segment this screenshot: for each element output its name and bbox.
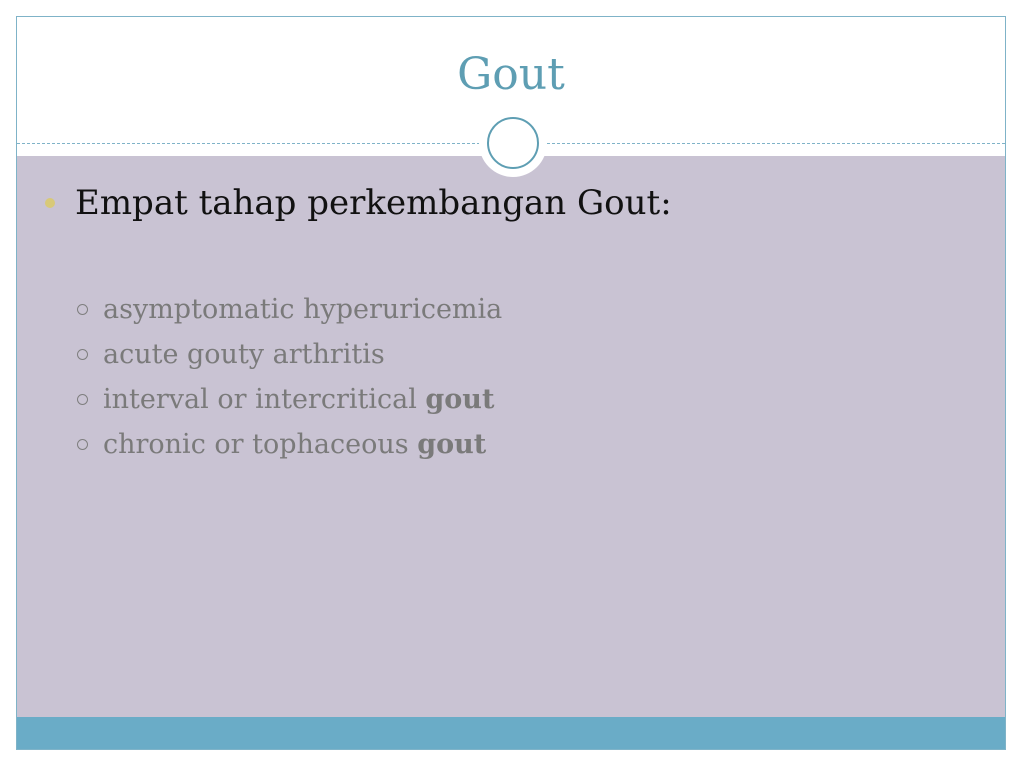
hollow-bullet-icon <box>77 304 88 315</box>
sub-bullet-item <box>77 422 502 467</box>
sub-bullet-item <box>77 332 502 377</box>
sub-bullet-item <box>77 287 502 332</box>
main-bullet <box>45 183 672 223</box>
bottom-bar <box>17 717 1005 750</box>
sub-bullet-text: chronic or tophaceous <box>103 429 418 460</box>
sub-bullet-list <box>77 287 502 467</box>
circle-ring-icon <box>487 117 539 169</box>
slide-title: Gout <box>457 49 565 100</box>
sub-bullet-item <box>77 377 502 422</box>
bullet-dot-icon <box>45 198 55 208</box>
hollow-bullet-icon <box>77 394 88 405</box>
sub-bullet-bold: gout <box>417 429 487 460</box>
sub-bullet-bold: gout <box>425 384 495 415</box>
slide <box>16 16 1006 750</box>
sub-bullet-text: interval or intercritical <box>103 384 426 415</box>
hollow-bullet-icon <box>77 349 88 360</box>
main-bullet-text: Empat tahap perkembangan Gout: <box>75 183 672 223</box>
hollow-bullet-icon <box>77 439 88 450</box>
sub-bullet-text: acute gouty arthritis <box>103 339 385 370</box>
sub-bullet-text: asymptomatic hyperuricemia <box>103 294 503 325</box>
